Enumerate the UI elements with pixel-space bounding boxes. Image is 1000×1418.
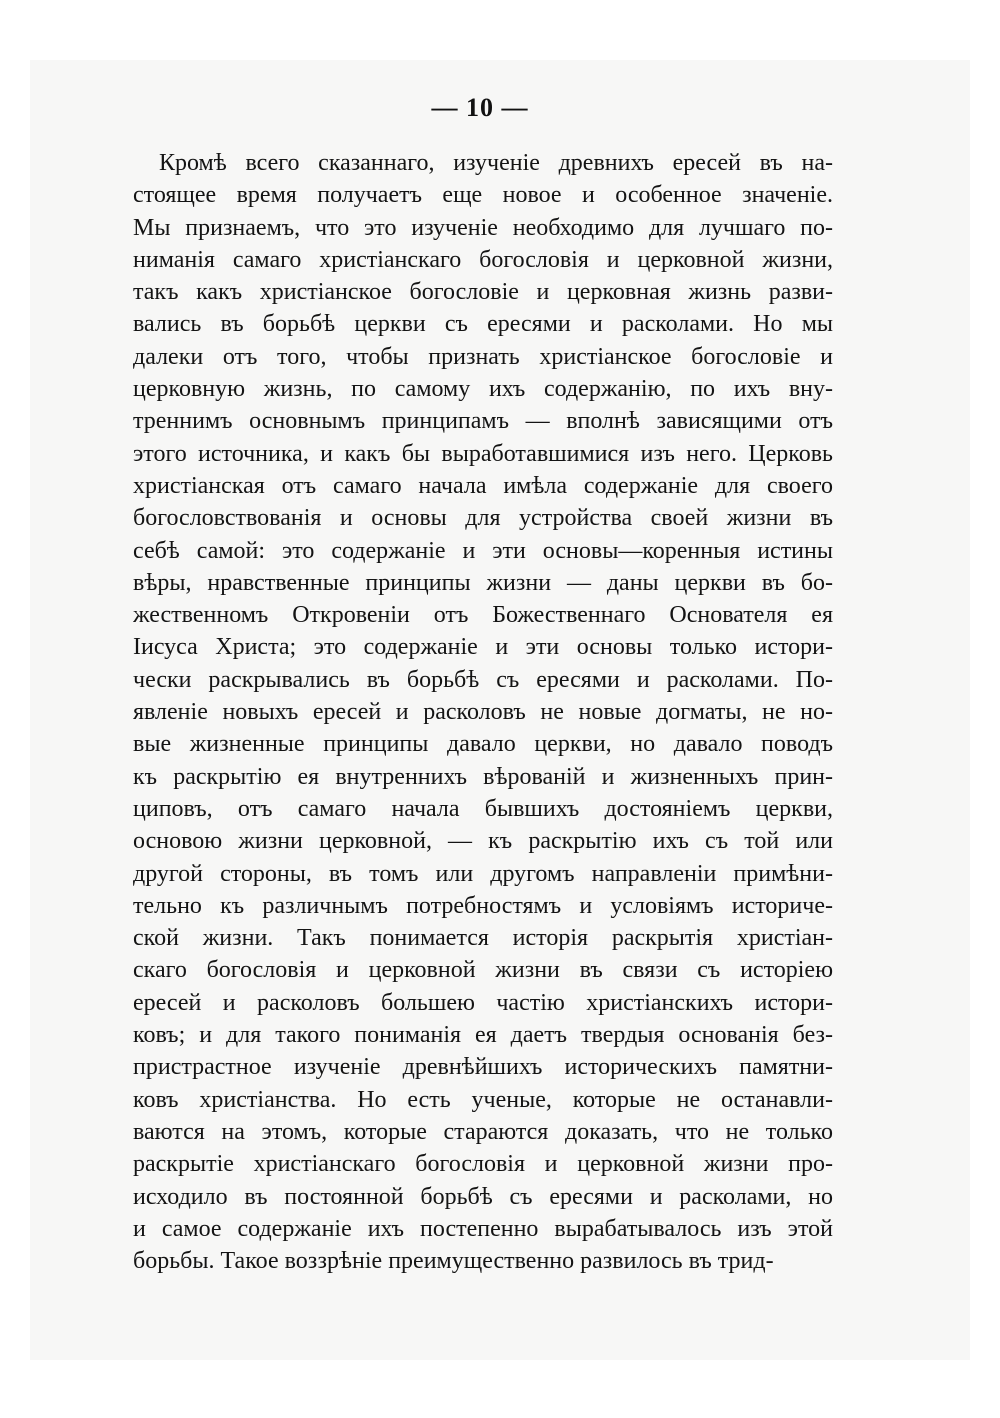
text-line: пристрастное изученіе древнѣйшихъ историческихъ памятни- xyxy=(133,1054,833,1081)
text-line: ковъ; и для такого пониманія ея даетъ твердыя основанія без- xyxy=(133,1022,833,1049)
text-line: христіанская отъ самаго начала имѣла содержаніе для своего xyxy=(133,472,833,499)
text-line: другой стороны, въ томъ или другомъ направленіи примѣни- xyxy=(133,860,833,887)
text-line: вые жизненные принципы давало церкви, но давало поводъ xyxy=(133,731,833,758)
text-line: далеки отъ того, чтобы признать христіанское богословіе и xyxy=(133,343,833,370)
text-line: тельно къ различнымъ потребностямъ и условіямъ историче- xyxy=(133,892,833,919)
text-line: чески раскрывались въ борьбѣ съ ересями и расколами. По- xyxy=(133,666,833,693)
text-line: основою жизни церковной, — къ раскрытію ихъ съ той или xyxy=(133,828,833,855)
text-line: вѣры, нравственные принципы жизни — даны церкви въ бо- xyxy=(133,569,833,596)
text-line: треннимъ основнымъ принципамъ — вполнѣ зависящими отъ xyxy=(133,408,833,435)
text-line: скаго богословія и церковной жизни въ связи съ исторіею xyxy=(133,957,833,984)
text-line: вались въ борьбѣ церкви съ ересями и расколами. Но мы xyxy=(133,311,833,338)
text-line: Мы признаемъ, что это изученіе необходимо для лучшаго по- xyxy=(133,214,833,241)
text-line: циповъ, отъ самаго начала бывшихъ достояніемъ церкви, xyxy=(133,795,833,822)
text-line: жественномъ Откровеніи отъ Божественнаго Основателя ея xyxy=(133,602,833,629)
text-line: ниманія самаго христіанскаго богословія и церковной жизни, xyxy=(133,246,833,273)
text-line: себѣ самой: это содержаніе и эти основы—коренныя истины xyxy=(133,537,833,564)
text-line: этого источника, и какъ бы выработавшимися изъ него. Церковь xyxy=(133,440,833,467)
text-line: Кромѣ всего сказаннаго, изученіе древнихъ ересей въ на- xyxy=(159,150,833,176)
body-text xyxy=(133,147,833,1277)
text-line: ересей и расколовъ большею частію христіанскихъ истори- xyxy=(133,989,833,1016)
text-line: церковную жизнь, по самому ихъ содержанію, по ихъ вну- xyxy=(133,376,833,403)
text-line: ковъ христіанства. Но есть ученые, которые не останавли- xyxy=(133,1086,833,1113)
page-number: — 10 — xyxy=(431,93,529,122)
text-line: борьбы. Такое воззрѣніе преимущественно развилось въ трид- xyxy=(133,1248,774,1275)
text-line: такъ какъ христіанское богословіе и церковная жизнь разви- xyxy=(133,279,833,306)
text-line: стоящее время получаетъ еще новое и особенное значеніе. xyxy=(133,182,833,209)
text-line: ской жизни. Такъ понимается исторія раскрытія христіан- xyxy=(133,925,833,952)
text-line: и самое содержаніе ихъ постепенно вырабатывалось изъ этой xyxy=(133,1215,833,1242)
text-line: ваются на этомъ, которые стараются доказать, что не только xyxy=(133,1118,833,1145)
text-line: Іисуса Христа; это содержаніе и эти основы только истори- xyxy=(133,634,833,661)
text-line: къ раскрытію ея внутреннихъ вѣрованій и жизненныхъ прин- xyxy=(133,763,833,790)
text-line: раскрытіе христіанскаго богословія и церковной жизни про- xyxy=(133,1151,833,1178)
text-line: исходило въ постоянной борьбѣ съ ересями и расколами, но xyxy=(133,1183,833,1210)
text-line: богословствованія и основы для устройства своей жизни въ xyxy=(133,505,833,532)
text-line: явленіе новыхъ ересей и расколовъ не новые догматы, не но- xyxy=(133,699,833,726)
